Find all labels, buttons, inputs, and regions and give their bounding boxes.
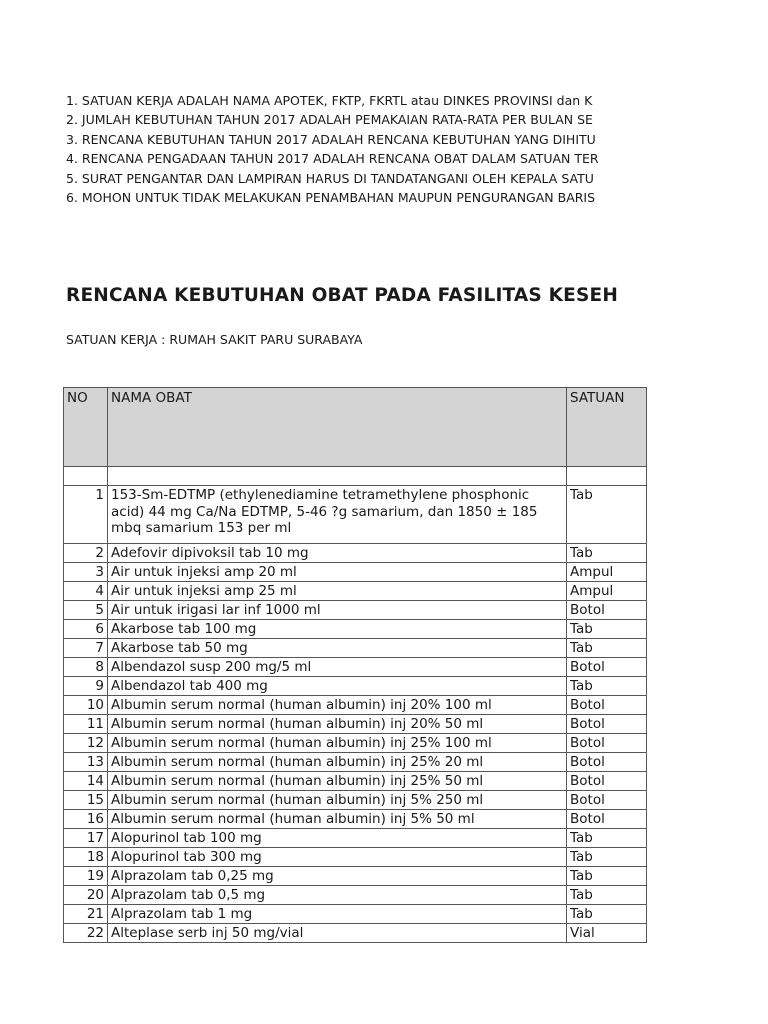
row-nama-obat: Air untuk injeksi amp 25 ml xyxy=(108,582,567,601)
row-nama-obat: Adefovir dipivoksil tab 10 mg xyxy=(108,544,567,563)
row-no: 14 xyxy=(64,772,108,791)
table-body xyxy=(64,467,647,943)
row-no: 17 xyxy=(64,829,108,848)
table-row xyxy=(64,658,647,677)
row-nama-obat: 153-Sm-EDTMP (ethylenediamine tetramethylene phosphonic acid) 44 mg Ca/Na EDTMP, 5-46 ?g samarium, dan 1850 ± 185 mbq samarium 153 per ml xyxy=(108,486,567,544)
header-nama-obat: NAMA OBAT xyxy=(108,388,567,467)
table-row xyxy=(64,772,647,791)
row-no: 9 xyxy=(64,677,108,696)
row-satuan: Botol xyxy=(567,696,647,715)
row-satuan: Tab xyxy=(567,886,647,905)
row-nama-obat: Air untuk injeksi amp 20 ml xyxy=(108,563,567,582)
row-satuan: Tab xyxy=(567,620,647,639)
table-row xyxy=(64,696,647,715)
table-row xyxy=(64,601,647,620)
row-no: 7 xyxy=(64,639,108,658)
row-no: 20 xyxy=(64,886,108,905)
header-satuan: SATUAN xyxy=(567,388,647,467)
page-title: RENCANA KEBUTUHAN OBAT PADA FASILITAS KESEH xyxy=(66,285,619,306)
table-row xyxy=(64,620,647,639)
row-nama-obat: Alteplase serb inj 50 mg/vial xyxy=(108,924,567,943)
table-row xyxy=(64,544,647,563)
row-nama-obat: Albumin serum normal (human albumin) inj 5% 50 ml xyxy=(108,810,567,829)
table-row xyxy=(64,848,647,867)
row-nama-obat: Albumin serum normal (human albumin) inj 20% 50 ml xyxy=(108,715,567,734)
row-satuan: Botol xyxy=(567,772,647,791)
row-satuan: Tab xyxy=(567,905,647,924)
row-no: 22 xyxy=(64,924,108,943)
table-row xyxy=(64,886,647,905)
table-row xyxy=(64,791,647,810)
table-row xyxy=(64,829,647,848)
row-satuan: Botol xyxy=(567,810,647,829)
row-nama-obat: Air untuk irigasi lar inf 1000 ml xyxy=(108,601,567,620)
row-nama-obat: Alprazolam tab 1 mg xyxy=(108,905,567,924)
medicine-table xyxy=(63,387,647,943)
row-satuan: Botol xyxy=(567,658,647,677)
table-row xyxy=(64,582,647,601)
row-no: 15 xyxy=(64,791,108,810)
row-satuan: Ampul xyxy=(567,563,647,582)
row-satuan: Vial xyxy=(567,924,647,943)
table-row xyxy=(64,867,647,886)
table-cell xyxy=(567,467,647,486)
note-line: 2. JUMLAH KEBUTUHAN TAHUN 2017 ADALAH PEMAKAIAN RATA-RATA PER BULAN SE xyxy=(66,112,593,128)
row-nama-obat: Akarbose tab 100 mg xyxy=(108,620,567,639)
table-row xyxy=(64,810,647,829)
row-no: 8 xyxy=(64,658,108,677)
row-satuan: Tab xyxy=(567,544,647,563)
row-nama-obat: Albumin serum normal (human albumin) inj 25% 20 ml xyxy=(108,753,567,772)
note-line: 3. RENCANA KEBUTUHAN TAHUN 2017 ADALAH RENCANA KEBUTUHAN YANG DIHITU xyxy=(66,131,596,147)
table-row xyxy=(64,486,647,544)
row-nama-obat: Akarbose tab 50 mg xyxy=(108,639,567,658)
row-no: 13 xyxy=(64,753,108,772)
row-nama-obat: Albendazol susp 200 mg/5 ml xyxy=(108,658,567,677)
notes-list xyxy=(66,91,646,207)
row-no: 6 xyxy=(64,620,108,639)
table-row xyxy=(64,639,647,658)
header-no: NO xyxy=(64,388,108,467)
row-satuan: Tab xyxy=(567,867,647,886)
row-no: 2 xyxy=(64,544,108,563)
row-no: 21 xyxy=(64,905,108,924)
table-header-row xyxy=(64,388,647,467)
row-nama-obat: Albendazol tab 400 mg xyxy=(108,677,567,696)
row-no: 11 xyxy=(64,715,108,734)
row-nama-obat: Alprazolam tab 0,25 mg xyxy=(108,867,567,886)
row-no: 16 xyxy=(64,810,108,829)
row-satuan: Botol xyxy=(567,753,647,772)
note-line: 5. SURAT PENGANTAR DAN LAMPIRAN HARUS DI TANDATANGANI OLEH KEPALA SATU xyxy=(66,170,594,186)
note-line: 1. SATUAN KERJA ADALAH NAMA APOTEK, FKTP, FKRTL atau DINKES PROVINSI dan K xyxy=(66,93,593,108)
table-cell xyxy=(108,467,567,486)
row-satuan: Botol xyxy=(567,734,647,753)
table-row xyxy=(64,677,647,696)
note-line: 4. RENCANA PENGADAAN TAHUN 2017 ADALAH RENCANA OBAT DALAM SATUAN TER xyxy=(66,151,599,167)
row-nama-obat: Alprazolam tab 0,5 mg xyxy=(108,886,567,905)
table-row xyxy=(64,753,647,772)
row-satuan: Tab xyxy=(567,486,647,544)
row-no: 5 xyxy=(64,601,108,620)
row-satuan: Botol xyxy=(567,601,647,620)
row-nama-obat: Alopurinol tab 300 mg xyxy=(108,848,567,867)
row-nama-obat: Albumin serum normal (human albumin) inj 25% 100 ml xyxy=(108,734,567,753)
row-nama-obat: Albumin serum normal (human albumin) inj 20% 100 ml xyxy=(108,696,567,715)
row-nama-obat: Alopurinol tab 100 mg xyxy=(108,829,567,848)
row-satuan: Tab xyxy=(567,639,647,658)
row-satuan: Botol xyxy=(567,791,647,810)
row-satuan: Tab xyxy=(567,677,647,696)
table-row xyxy=(64,924,647,943)
row-nama-obat: Albumin serum normal (human albumin) inj 25% 50 ml xyxy=(108,772,567,791)
row-nama-obat: Albumin serum normal (human albumin) inj 5% 250 ml xyxy=(108,791,567,810)
row-no: 1 xyxy=(64,486,108,544)
table-row xyxy=(64,734,647,753)
row-satuan: Tab xyxy=(567,829,647,848)
row-no: 12 xyxy=(64,734,108,753)
row-satuan: Tab xyxy=(567,848,647,867)
table-row xyxy=(64,905,647,924)
row-no: 18 xyxy=(64,848,108,867)
table-cell xyxy=(64,467,108,486)
table-row xyxy=(64,715,647,734)
row-no: 19 xyxy=(64,867,108,886)
row-no: 10 xyxy=(64,696,108,715)
table-row xyxy=(64,563,647,582)
blank-row xyxy=(64,467,647,486)
row-satuan: Botol xyxy=(567,715,647,734)
row-no: 4 xyxy=(64,582,108,601)
row-no: 3 xyxy=(64,563,108,582)
satuan-kerja-label: SATUAN KERJA : RUMAH SAKIT PARU SURABAYA xyxy=(66,332,363,347)
note-line: 6. MOHON UNTUK TIDAK MELAKUKAN PENAMBAHAN MAUPUN PENGURANGAN BARIS xyxy=(66,189,596,205)
row-satuan: Ampul xyxy=(567,582,647,601)
